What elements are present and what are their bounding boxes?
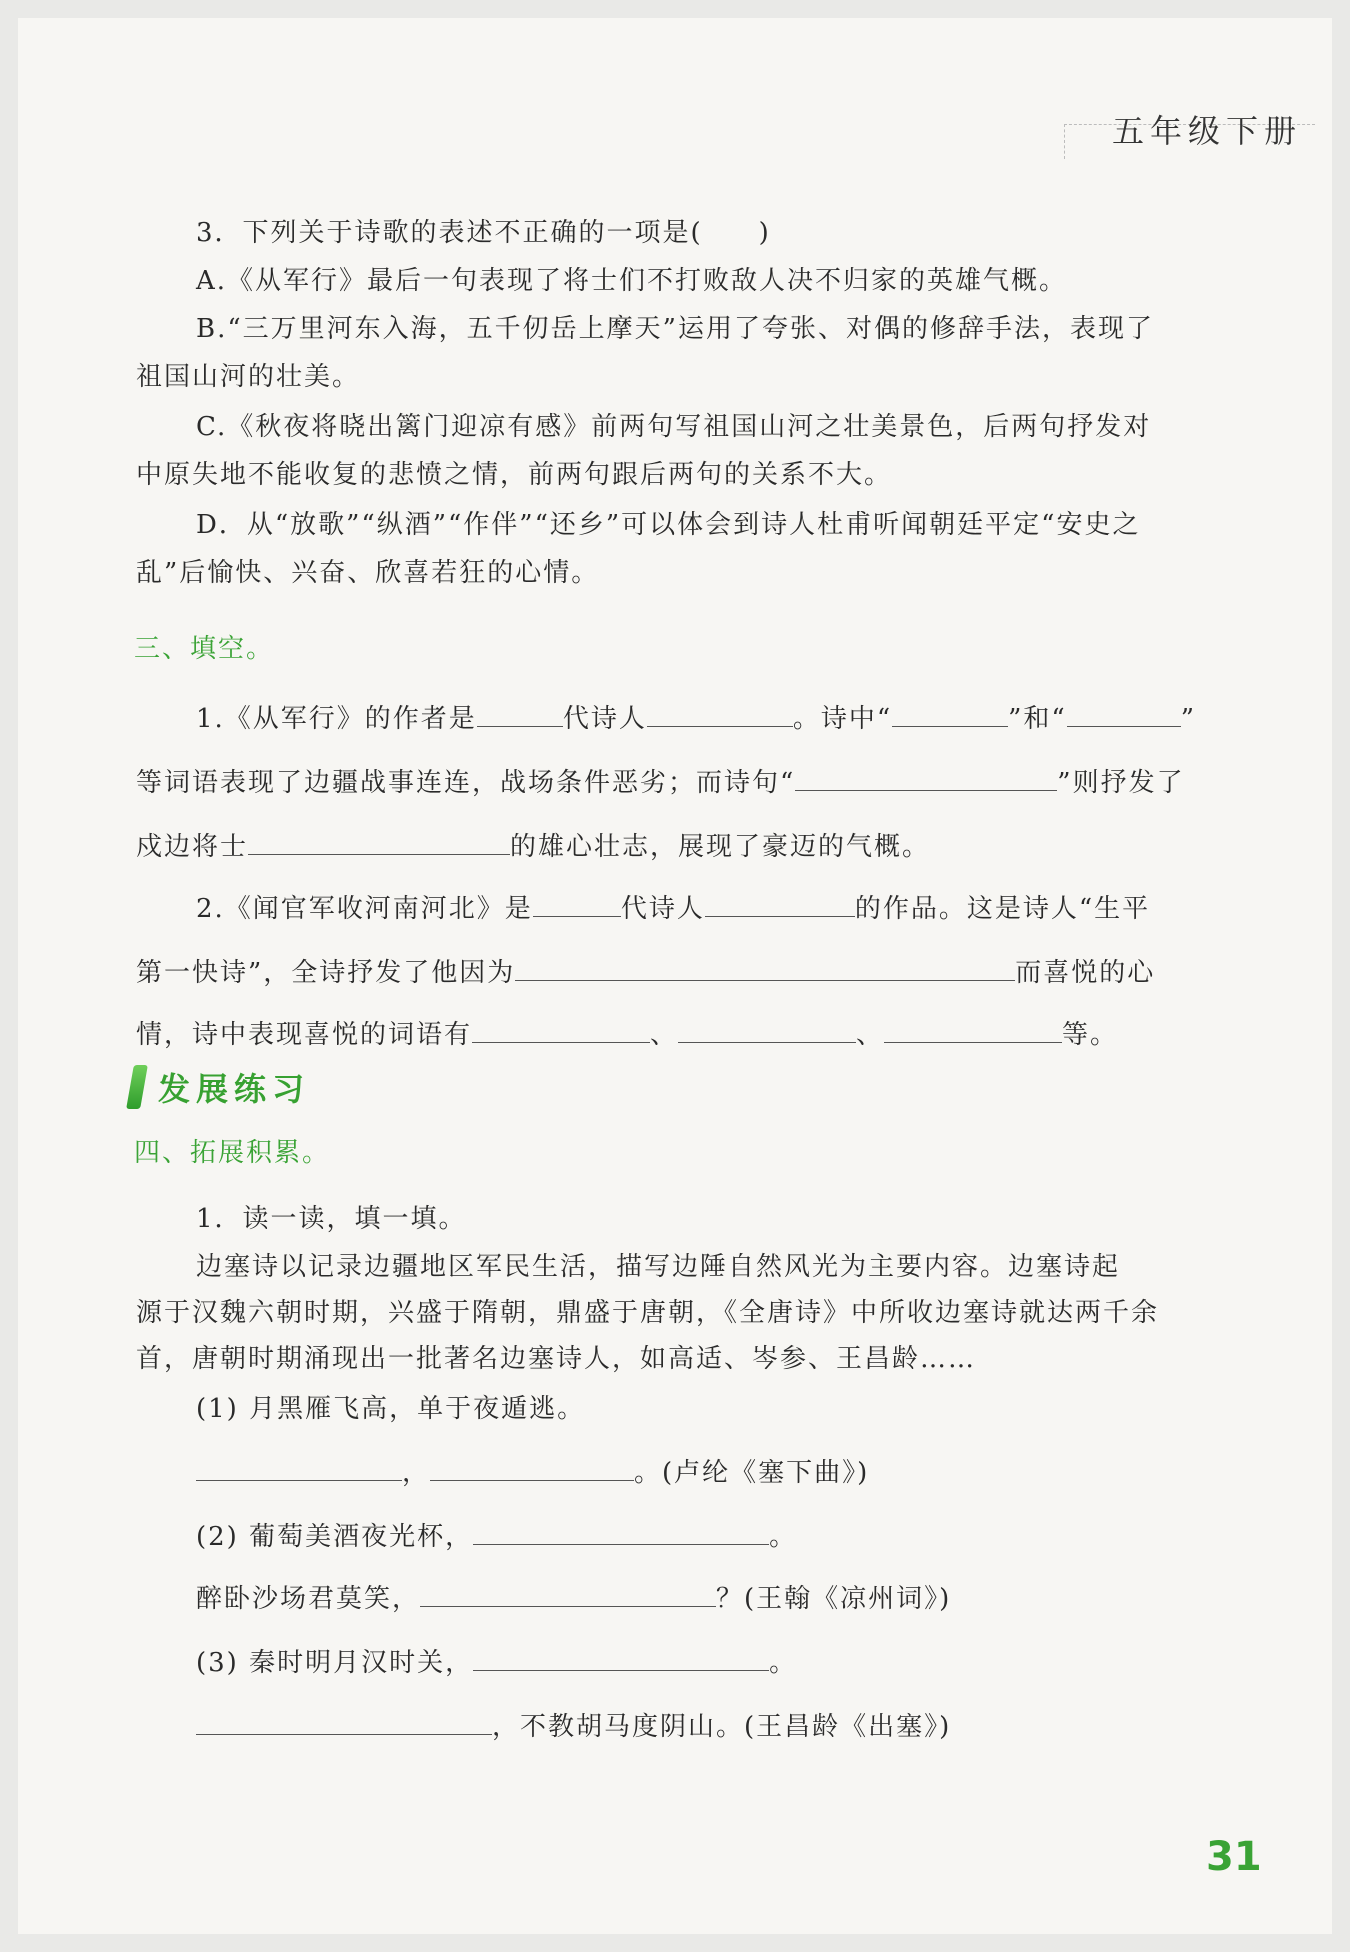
text: 等。 [1062,1020,1119,1050]
blank-poet2[interactable] [705,890,855,917]
development-banner [130,1062,310,1112]
text: 代诗人 [562,704,647,734]
fill-q2-line3 [136,1016,1118,1052]
s4-item1: (1) 月黑雁飞高，单于夜遁逃。 [196,1394,586,1424]
q3-option-c-line2: 中原失地不能收复的悲愤之情，前两句跟后两句的关系不大。 [136,460,893,490]
blank-verse[interactable] [795,764,1057,791]
text: 第一快诗”，全诗抒发了他因为 [136,958,516,988]
s4-item1-answer [196,1454,869,1490]
blank-poet[interactable] [647,700,793,727]
blank-s3a[interactable] [473,1644,769,1671]
text: ”和“ [1008,704,1067,734]
text: ”则抒发了 [1057,768,1185,798]
blank-word1[interactable] [892,700,1008,727]
blank-s2a[interactable] [473,1518,769,1545]
text: 。 [769,1648,798,1678]
text: 、 [650,1020,679,1050]
text: 代诗人 [620,894,705,924]
text: (3) 秦时明月汉时关， [196,1648,474,1678]
text: ” [1180,704,1197,734]
page-number: 31 [1206,1834,1262,1880]
blank-ambition[interactable] [248,828,510,855]
q3-option-d-line2: 乱”后愉快、兴奋、欣喜若狂的心情。 [136,558,600,588]
text: 2.《闻官军收河南河北》是 [196,894,533,924]
text: 醉卧沙场君莫笑， [196,1584,421,1614]
text: 。 [769,1522,798,1552]
fill-q1-line3 [136,828,930,864]
blank-s3b[interactable] [196,1708,492,1735]
blank-word2[interactable] [1067,700,1181,727]
blank-s1a[interactable] [196,1454,402,1481]
text: 的作品。这是诗人“生平 [854,894,1151,924]
blank-joy2[interactable] [678,1016,856,1043]
q3-option-d-line1: D．从“放歌”“纵酒”“作伴”“还乡”可以体会到诗人杜甫听闻朝廷平定“安史之 [196,510,1141,540]
text: 的雄心壮志，展现了豪迈的气概。 [510,832,931,862]
q3-option-b-line2: 祖国山河的壮美。 [136,362,361,392]
text: ，不教胡马度阴山。(王昌龄《出塞》) [492,1712,952,1742]
q3-option-a: A.《从军行》最后一句表现了将士们不打败敌人决不归家的英雄气概。 [196,266,1068,296]
q3-option-b-line1: B.“三万里河东入海，五千仞岳上摩天”运用了夸张、对偶的修辞手法，表现了 [196,314,1154,344]
text: 而喜悦的心 [1015,958,1156,988]
text: 。诗中“ [792,704,893,734]
blank-s1b[interactable] [430,1454,634,1481]
text: 戍边将士 [136,832,249,862]
section3-title: 三、填空。 [134,634,275,664]
text: (2) 葡萄美酒夜光杯， [196,1522,474,1552]
blank-s2b[interactable] [420,1580,716,1607]
fill-q1-line2 [136,764,1185,800]
pen-icon [126,1065,148,1109]
text: 情，诗中表现喜悦的词语有 [136,1020,473,1050]
grade-label: 五年级下册 [1112,112,1303,150]
section4-title: 四、拓展积累。 [134,1138,331,1168]
fill-q2-line2 [136,954,1155,990]
text: 、 [856,1020,885,1050]
blank-dynasty2[interactable] [533,890,621,917]
blank-joy1[interactable] [472,1016,650,1043]
blank-dynasty[interactable] [477,700,563,727]
s4-item3-line2 [196,1708,951,1744]
q3-stem: 3．下列关于诗歌的表述不正确的一项是( ) [196,218,771,248]
text: 。(卢纶《塞下曲》) [634,1458,870,1488]
fill-q2-line1 [196,890,1150,926]
s4-item2-line2 [196,1580,951,1616]
s4-para-line2: 源于汉魏六朝时期，兴盛于隋朝，鼎盛于唐朝，《全唐诗》中所收边塞诗就达两千余 [136,1298,1160,1328]
text: ， [402,1458,431,1488]
text: ？(王翰《凉州词》) [716,1584,952,1614]
blank-joy3[interactable] [884,1016,1062,1043]
text: 等词语表现了边疆战事连连，战场条件恶劣；而诗句“ [136,768,796,798]
s4-para-line3: 首，唐朝时期涌现出一批著名边塞诗人，如高适、岑参、王昌龄…… [136,1344,977,1374]
fill-q1-line1 [196,700,1196,736]
s4-item2 [196,1518,797,1554]
text: 1.《从军行》的作者是 [196,704,477,734]
s4-para-line1: 边塞诗以记录边疆地区军民生活，描写边陲自然风光为主要内容。边塞诗起 [196,1252,1121,1282]
s4-q1: 1．读一读，填一填。 [196,1204,467,1234]
q3-option-c-line1: C.《秋夜将晓出篱门迎凉有感》前两句写祖国山河之壮美景色，后两句抒发对 [196,412,1152,442]
blank-reason[interactable] [515,954,1015,981]
s4-item3 [196,1644,797,1680]
development-title: 发展练习 [158,1070,311,1108]
